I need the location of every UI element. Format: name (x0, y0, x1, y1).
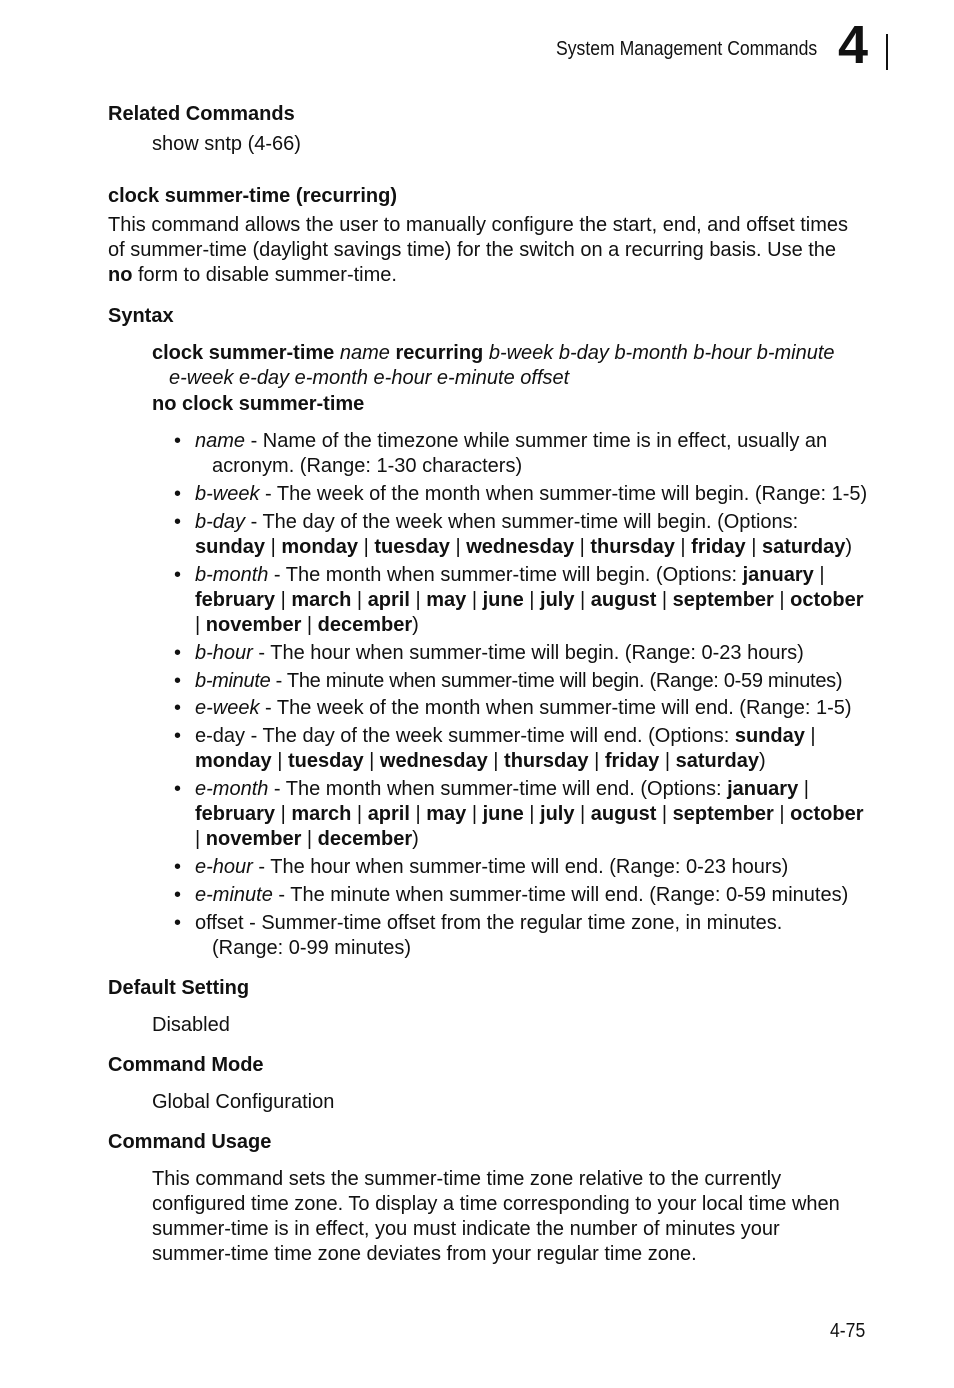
default-setting-heading: Default Setting (108, 977, 250, 999)
syntax-recurring-keyword: recurring (395, 342, 484, 364)
command-usage-line-2: configured time zone. To display a time corresponding to your local time when (152, 1193, 840, 1215)
syntax-cmd: clock summer-time (152, 342, 335, 364)
opt-day: saturday (675, 750, 759, 772)
param-e-minute-desc: - The minute when summer-time will end. (Range: 0-59 minutes) (272, 884, 849, 906)
param-e-day-options (195, 749, 766, 774)
syntax-heading: Syntax (108, 305, 174, 327)
opt-month: november (205, 614, 302, 636)
param-b-minute-term: b-minute (195, 670, 271, 692)
opt-month: july (540, 589, 575, 611)
sep: | (351, 803, 368, 825)
param-e-month-term: e-month (195, 778, 269, 800)
opt-day: wednesday (379, 750, 488, 772)
opt-month: february (195, 589, 276, 611)
sep: | (798, 778, 809, 800)
param-e-week (195, 696, 852, 721)
description-end: form to disable summer-time. (132, 264, 397, 286)
param-name-desc-cont: acronym. (Range: 1-30 characters) (212, 455, 523, 477)
syntax-begin-args: b-week b-day b-month b-hour b-minute (483, 342, 835, 364)
description-no-keyword: no (108, 264, 133, 286)
opt-month: march (291, 589, 352, 611)
opt-month: february (195, 803, 276, 825)
opt-day: wednesday (466, 536, 575, 558)
param-e-hour (195, 855, 788, 880)
opt-day: saturday (761, 536, 846, 558)
opt-month: october (790, 589, 864, 611)
param-b-hour-desc: - The hour when summer-time will begin. (Range: 0-23 hours) (252, 642, 804, 664)
opt-month: june (482, 589, 524, 611)
opt-month: september (672, 803, 774, 825)
syntax-no-command: no clock summer-time (152, 393, 365, 415)
opt-month: december (317, 828, 413, 850)
bullet-marker: • (174, 697, 182, 719)
param-b-month-term: b-month (195, 564, 269, 586)
param-e-day (195, 724, 816, 749)
page-number: 4-75 (830, 1320, 866, 1342)
sep: | (574, 589, 591, 611)
description-line-2: of summer-time (daylight savings time) for the switch on a recurring basis. Use the (108, 239, 837, 261)
sep: | (466, 803, 483, 825)
sep: | (487, 750, 505, 772)
opt-day: friday (691, 536, 746, 558)
opt-month: january (727, 778, 799, 800)
bullet-marker: • (174, 856, 182, 878)
sep: | (804, 725, 816, 747)
bullet-marker: • (174, 884, 182, 906)
opt-month: august (590, 589, 657, 611)
opt-month: may (426, 589, 467, 611)
chapter-number: 4 (838, 15, 869, 75)
param-name (195, 429, 827, 454)
opt-month: january (742, 564, 814, 586)
sep: | (275, 803, 292, 825)
param-e-day-desc: e-day - The day of the week summer-time will end. (Options: (195, 725, 735, 747)
bullet-marker: • (174, 430, 182, 452)
param-b-minute (195, 669, 842, 694)
opt-day: tuesday (374, 536, 450, 558)
bullet-marker: • (174, 670, 182, 692)
bullet-marker: • (174, 564, 182, 586)
sep: | (301, 614, 318, 636)
syntax-line-1 (152, 341, 835, 366)
sep: | (275, 589, 292, 611)
opt-month: september (672, 589, 774, 611)
param-b-week-desc: - The week of the month when summer-time will begin. (Range: 1-5) (259, 483, 868, 505)
param-e-minute-term: e-minute (195, 884, 273, 906)
related-commands-heading: Related Commands (108, 103, 295, 125)
opt-month: april (367, 589, 410, 611)
param-b-month-options-cont (195, 613, 419, 638)
close-paren: ) (758, 750, 766, 772)
command-mode-heading: Command Mode (108, 1054, 264, 1076)
sep: | (745, 536, 762, 558)
sep: | (813, 564, 825, 586)
running-header-title: System Management Commands (556, 38, 818, 60)
param-b-month-desc: - The month when summer-time will begin. (Options: (268, 564, 743, 586)
param-name-term: name (195, 430, 246, 452)
bullet-marker: • (174, 642, 182, 664)
param-e-hour-term: e-hour (195, 856, 253, 878)
sep: | (574, 536, 591, 558)
opt-day: friday (604, 750, 660, 772)
sep: | (574, 803, 591, 825)
sep: | (358, 536, 375, 558)
param-b-month-options (195, 588, 863, 613)
opt-month: may (426, 803, 467, 825)
sep: | (656, 589, 673, 611)
opt-day: thursday (504, 750, 589, 772)
opt-month: august (590, 803, 657, 825)
sep: | (674, 536, 692, 558)
param-b-month (195, 563, 825, 588)
opt-day: tuesday (288, 750, 364, 772)
param-b-week-term: b-week (195, 483, 260, 505)
close-paren: ) (845, 536, 852, 558)
syntax-name-arg: name (334, 342, 396, 364)
sep: | (588, 750, 605, 772)
param-b-day-term: b-day (195, 511, 246, 533)
opt-day: sunday (734, 725, 805, 747)
sep: | (409, 589, 427, 611)
default-setting-text: Disabled (152, 1014, 230, 1036)
syntax-line-2: e-week e-day e-month e-hour e-minute offset (169, 367, 570, 389)
sep: | (449, 536, 467, 558)
close-paren: ) (412, 614, 419, 636)
sep: | (265, 536, 282, 558)
param-e-month-options-cont (195, 827, 419, 852)
sep: | (195, 828, 206, 850)
sep: | (523, 803, 541, 825)
param-b-week (195, 482, 867, 507)
sep: | (195, 614, 206, 636)
param-b-hour (195, 641, 804, 666)
opt-month: december (317, 614, 413, 636)
sep: | (466, 589, 483, 611)
param-b-day-desc: - The day of the week when summer-time will begin. (Options: (245, 511, 799, 533)
opt-month: july (540, 803, 575, 825)
opt-day: thursday (590, 536, 675, 558)
opt-day: monday (281, 536, 359, 558)
param-e-hour-desc: - The hour when summer-time will end. (Range: 0-23 hours) (252, 856, 789, 878)
sep: | (656, 803, 673, 825)
opt-month: april (367, 803, 410, 825)
sep: | (409, 803, 427, 825)
param-e-month-options (195, 802, 863, 827)
param-offset: offset - Summer-time offset from the regular time zone, in minutes. (195, 912, 783, 934)
param-b-minute-desc: - The minute when summer-time will begin. (Range: 0-59 minutes) (270, 670, 843, 692)
sep: | (301, 828, 318, 850)
description-line-3 (108, 263, 397, 288)
param-e-month-desc: - The month when summer-time will end. (Options: (268, 778, 728, 800)
related-commands-text: show sntp (4-66) (152, 133, 301, 155)
sep: | (363, 750, 380, 772)
command-usage-line-1: This command sets the summer-time time zone relative to the currently (152, 1168, 782, 1190)
param-b-hour-term: b-hour (195, 642, 253, 664)
opt-day: monday (195, 750, 272, 772)
command-usage-heading: Command Usage (108, 1131, 272, 1153)
opt-month: june (482, 803, 524, 825)
param-e-week-desc: - The week of the month when summer-time will end. (Range: 1-5) (259, 697, 852, 719)
sep: | (773, 803, 791, 825)
sep: | (523, 589, 541, 611)
command-usage-line-3: summer-time is in effect, you must indicate the number of minutes your (152, 1218, 780, 1240)
param-offset-cont: (Range: 0-99 minutes) (212, 937, 411, 959)
sep: | (271, 750, 288, 772)
param-e-week-term: e-week (195, 697, 260, 719)
bullet-marker: • (174, 725, 182, 747)
bullet-marker: • (174, 778, 182, 800)
command-usage-line-4: summer-time time zone deviates from your regular time zone. (152, 1243, 697, 1265)
param-b-day (195, 510, 798, 535)
opt-day: sunday (195, 536, 266, 558)
bullet-marker: • (174, 912, 182, 934)
opt-month: october (790, 803, 864, 825)
sep: | (773, 589, 791, 611)
bullet-marker: • (174, 483, 182, 505)
close-paren: ) (412, 828, 419, 850)
sep: | (351, 589, 368, 611)
opt-month: november (205, 828, 302, 850)
param-b-day-options (195, 535, 852, 560)
opt-month: march (291, 803, 352, 825)
chapter-tab-divider (886, 34, 888, 70)
bullet-marker: • (174, 511, 182, 533)
param-name-desc: - Name of the timezone while summer time is in effect, usually an (245, 430, 828, 452)
sep: | (659, 750, 676, 772)
command-title: clock summer-time (recurring) (108, 185, 397, 207)
command-mode-text: Global Configuration (152, 1091, 335, 1113)
param-e-minute (195, 883, 848, 908)
param-e-month (195, 777, 809, 802)
description-line-1: This command allows the user to manually configure the start, end, and offset times (108, 214, 848, 236)
